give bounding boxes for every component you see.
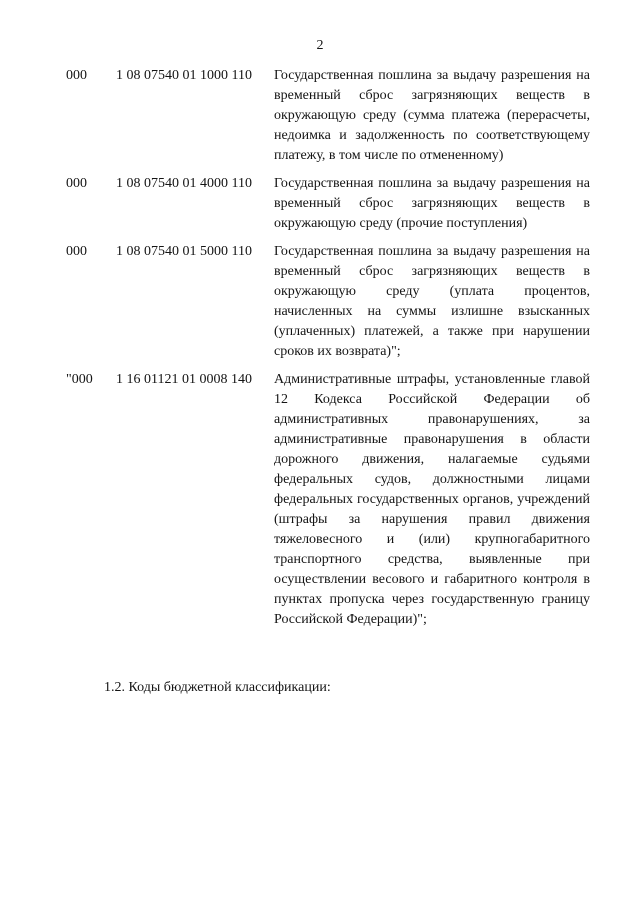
- budget-classification-code: 1 08 07540 01 1000 110: [116, 68, 252, 83]
- budget-classification-code: 1 08 07540 01 5000 110: [116, 244, 252, 259]
- administrator-code: "000: [66, 372, 93, 387]
- administrator-code: 000: [66, 68, 87, 83]
- budget-classification-code: 1 16 01121 01 0008 140: [116, 372, 252, 387]
- administrator-code: 000: [66, 176, 87, 191]
- income-description: Государственная пошлина за выдачу разрешения на временный сброс загрязняющих веществ в окружающую среду (прочие поступления): [274, 176, 590, 231]
- page-number: 2: [316, 38, 324, 53]
- budget-codes-table: [0, 66, 640, 638]
- table-row: [0, 242, 640, 362]
- income-description: Административные штрафы, установленные главой 12 Кодекса Российской Федерации об административных правонарушениях, за административные правонарушения в области дорожного движения, налагаемые судьями федеральных судов, должностными лицами федеральных государственных органов, учреждений (штрафы за нарушения правил движения тяжеловесного и (или) крупногабаритного транспортного средства, выявленные при осуществлении весового и габаритного контроля в пунктах пропуска через государственную границу Российской Федерации)";: [274, 372, 590, 627]
- subsection-heading: 1.2. Коды бюджетной классификации:: [104, 680, 331, 695]
- income-description: Государственная пошлина за выдачу разрешения на временный сброс загрязняющих веществ в окружающую среду (уплата процентов, начисленных на суммы излишне взысканных (уплаченных) платежей, а также при нарушении сроков их возврата)";: [274, 244, 590, 359]
- table-row: [0, 370, 640, 630]
- table-row: [0, 174, 640, 234]
- administrator-code: 000: [66, 244, 87, 259]
- income-description: Государственная пошлина за выдачу разрешения на временный сброс загрязняющих веществ в окружающую среду (сумма платежа (перерасчеты, недоимка и задолженность по соответствующему платежу, в том числе по отмененному): [274, 68, 590, 163]
- table-row: [0, 66, 640, 166]
- budget-classification-code: 1 08 07540 01 4000 110: [116, 176, 252, 191]
